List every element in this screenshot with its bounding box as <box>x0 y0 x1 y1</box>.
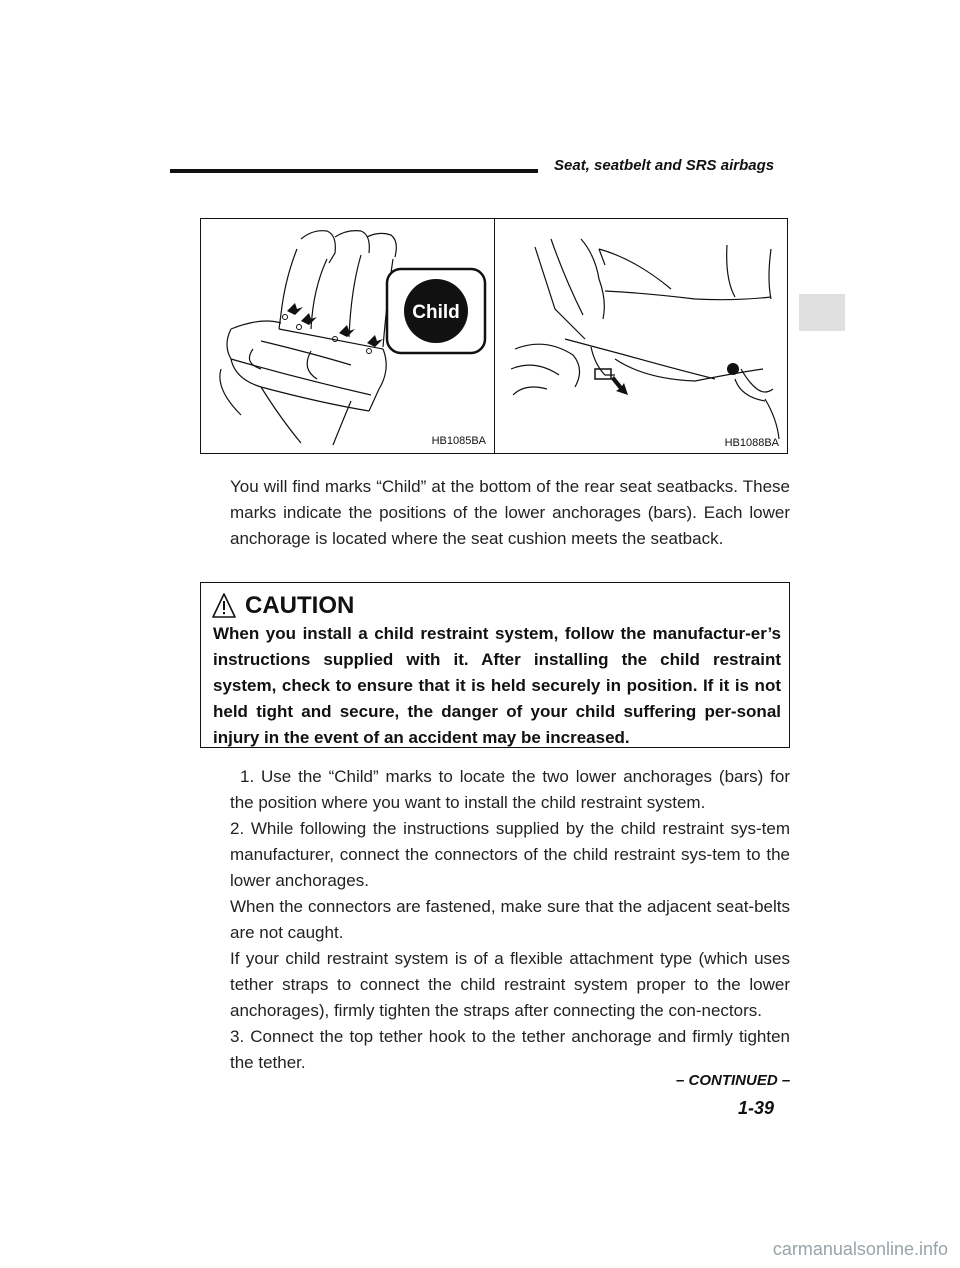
header-rule <box>170 169 538 173</box>
figure-code-right: HB1088BA <box>724 437 779 449</box>
section-title: Seat, seatbelt and SRS airbags <box>554 157 775 174</box>
step-item: 1. Use the “Child” marks to locate the two lower anchorages (bars) for the position where you want to install the child restraint system. <box>230 767 790 812</box>
rear-seat-anchor-illustration <box>201 219 494 453</box>
step-note: When the connectors are fastened, make sure that the adjacent seat-belts are not caught. <box>230 897 790 942</box>
step-item: 3. Connect the top tether hook to the tether anchorage and firmly tighten the tether. <box>230 1027 790 1072</box>
step-item: 2. While following the instructions supplied by the child restraint sys-tem manufacturer, connect the connectors of the child restraint sys-tem to the lower anchorages. <box>230 819 790 890</box>
watermark: carmanualsonline.info <box>772 1239 948 1259</box>
child-badge-text: Child <box>412 302 460 323</box>
caution-box <box>200 582 790 748</box>
continued-label: – CONTINUED – <box>676 1072 791 1089</box>
page-number: 1-39 <box>738 1098 775 1118</box>
step-note: If your child restraint system is of a flexible attachment type (which uses tether straps to connect the child restraint system proper to the lower anchorages), firmly tighten the straps after connecting the con-nectors. <box>230 949 790 1020</box>
connector-attach-illustration <box>495 219 787 453</box>
connector-figure <box>495 219 787 453</box>
chapter-tab <box>799 294 845 331</box>
steps-list <box>230 764 790 1076</box>
rear-seat-figure <box>201 219 494 453</box>
caution-text: When you install a child restraint system, follow the manufactur-er’s instructions supplied with it. After installing the child restraint system, check to ensure that it is held securely in position. If it is not held tight and secure, the danger of your child suffering per-sonal injury in the event of an accident may be increased. <box>213 624 781 747</box>
intro-paragraph: You will find marks “Child” at the bottom of the rear seat seatbacks. These marks indicate the positions of the lower anchorages (bars). Each lower anchorage is located where the seat cushion meets the seatback. <box>230 477 790 548</box>
figure-code-left: HB1085BA <box>431 435 486 447</box>
caution-heading <box>211 591 354 621</box>
caution-title: CAUTION <box>245 592 355 619</box>
warning-triangle-icon <box>211 592 237 620</box>
figure-panel <box>200 218 788 454</box>
